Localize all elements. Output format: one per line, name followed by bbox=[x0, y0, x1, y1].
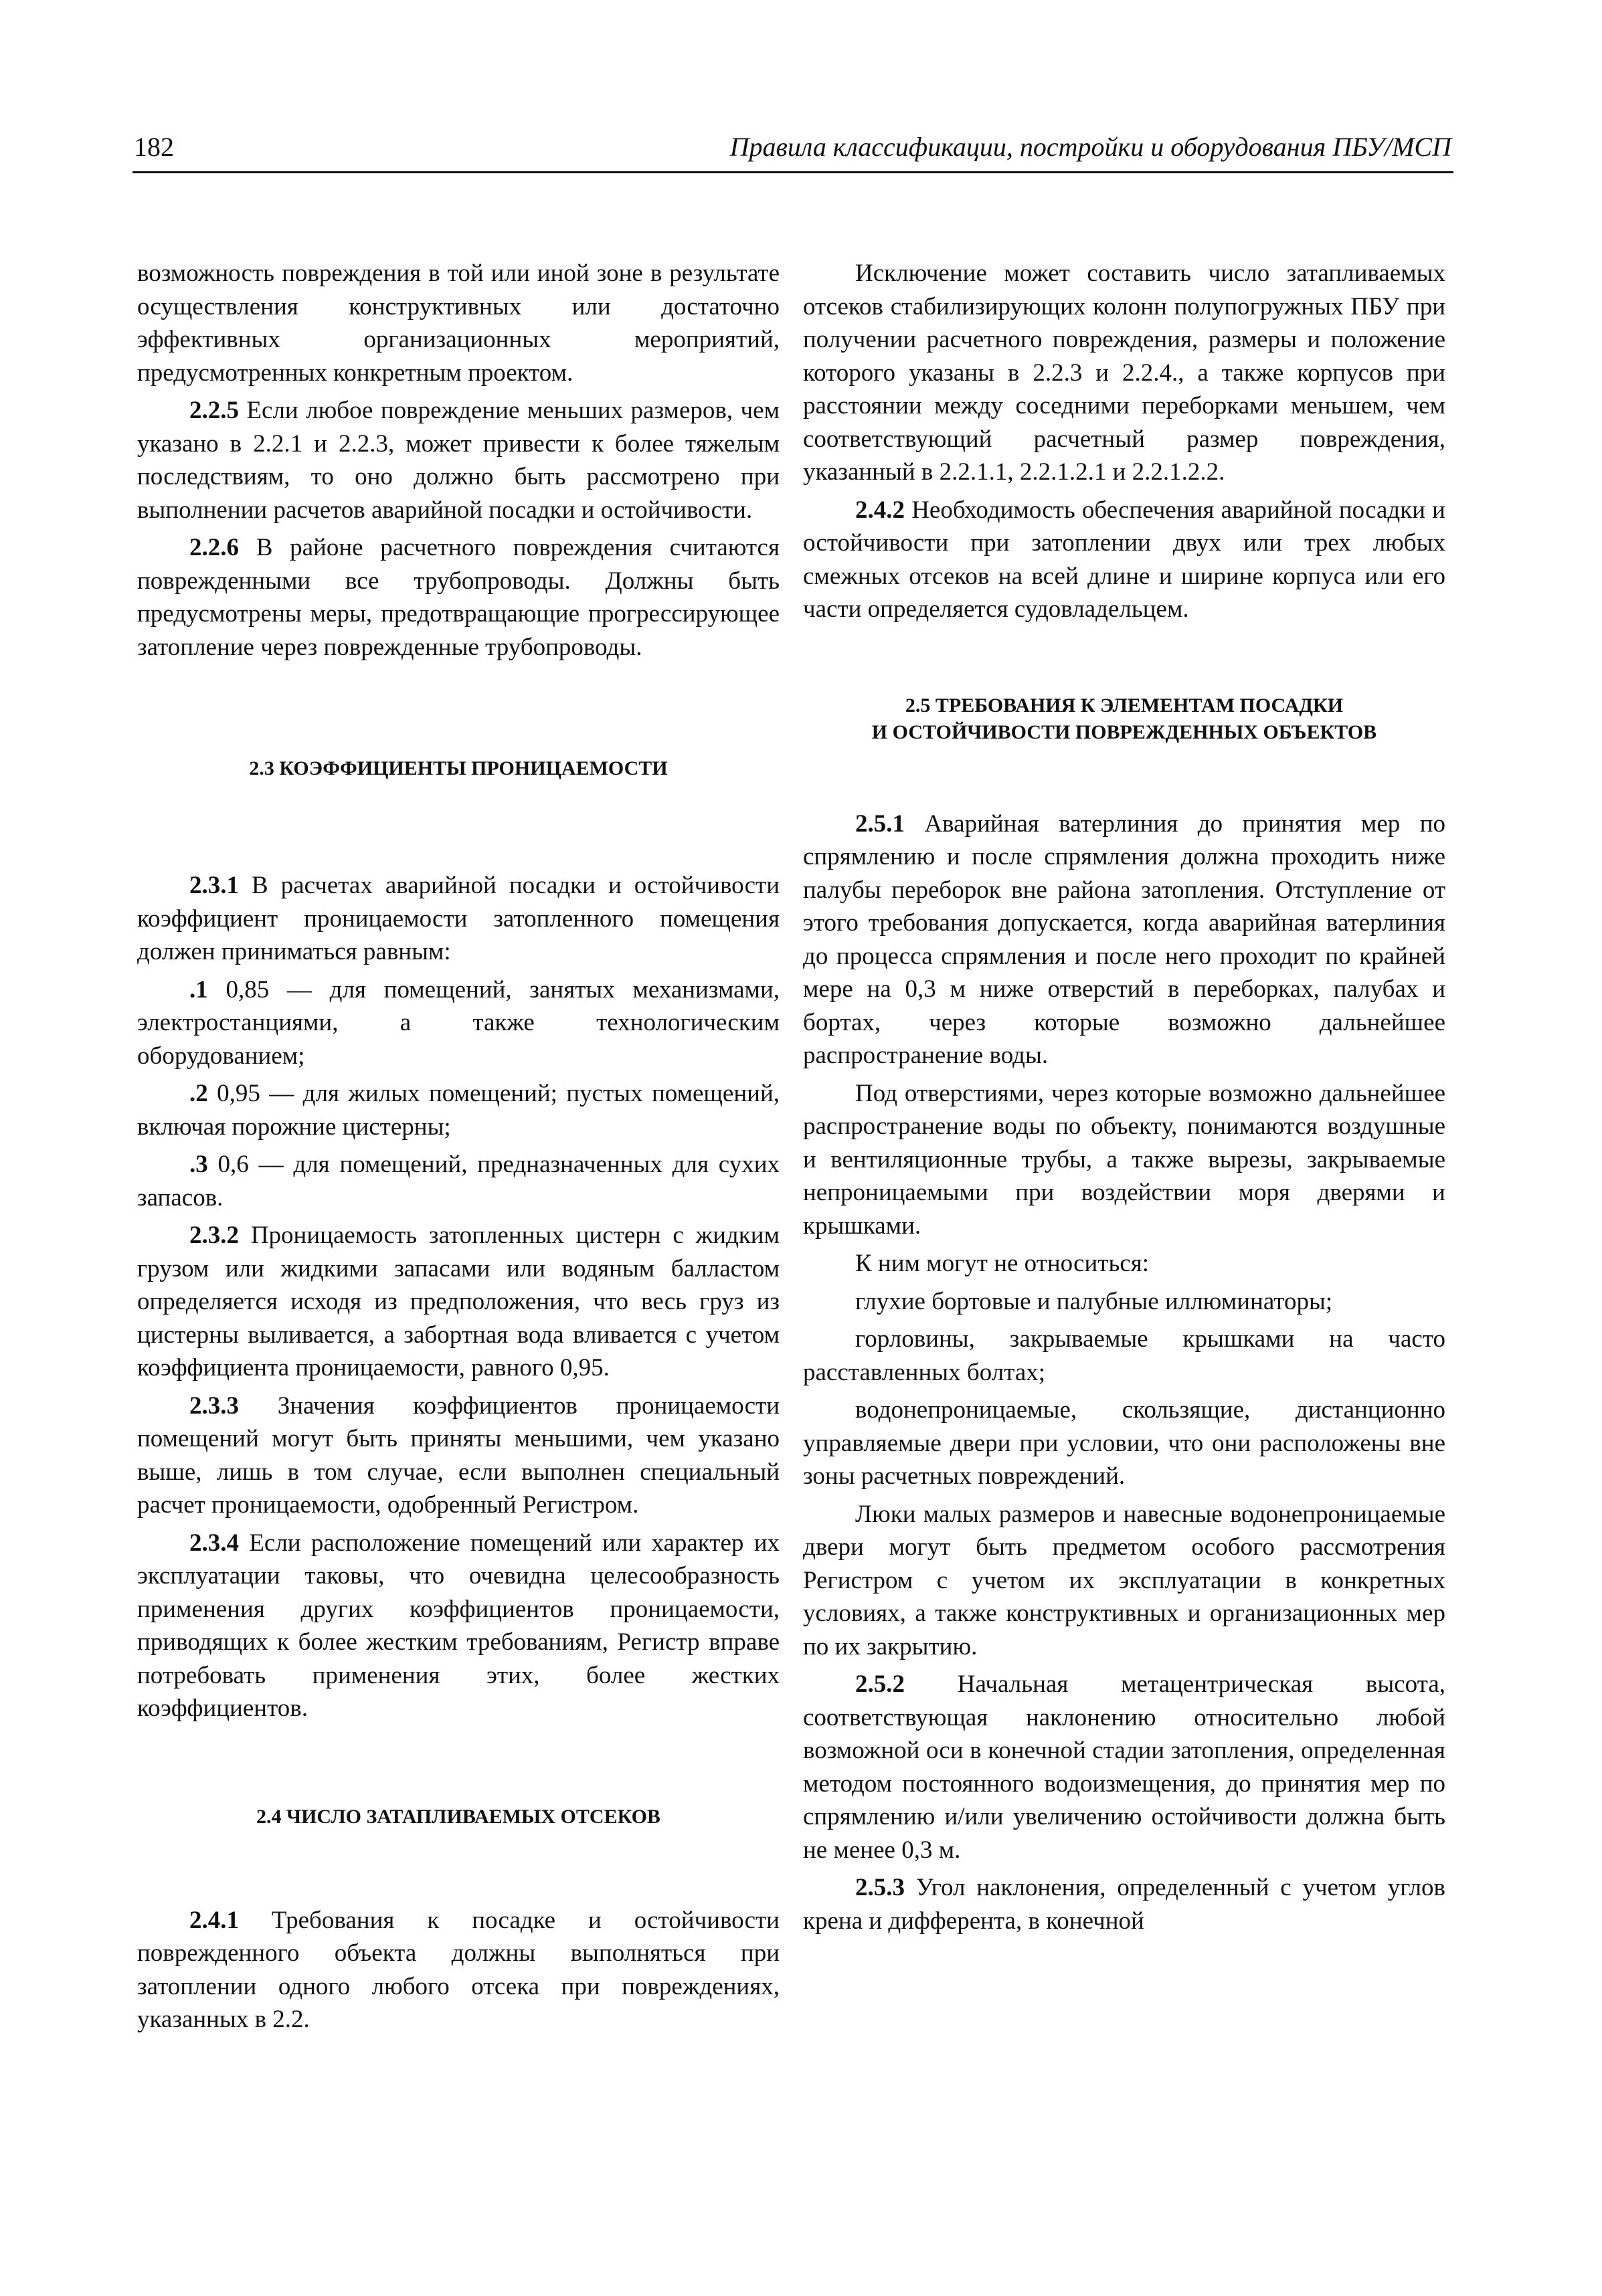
clause-text: Аварийная ватерлиния до принятия мер по спрямлению и после спрямления должна проходить ниже палубы переборок вне района затопления. Отступление от этого требования допускается, когда аварийная ватерлиния до процесса спрямления и после него проходит по крайней мере на 0,3 м ниже отверстий в переборках, палубах и бортах, через которые возможно дальнейшее распространение воды. bbox=[803, 809, 1445, 1069]
clause-text: В расчетах аварийной посадки и остойчивости коэффициент проницаемости затопленного помещения должен приниматься равным: bbox=[137, 872, 780, 965]
clause-text: Если расположение помещений или характер их эксплуатации таковы, что очевидна целесообразность применения других коэффициентов проницаемости, приводящих к более жестким требованиям, Регистр вправе потребовать применения этих, более жестких коэффициентов. bbox=[137, 1529, 780, 1722]
paragraph-2-2-6 bbox=[137, 531, 780, 664]
paragraph-2-5-1 bbox=[803, 807, 1445, 1072]
header-rule bbox=[132, 171, 1453, 173]
paragraph: Люки малых размеров и навесные водонепроницаемые двери могут быть предметом особого рассмотрения Регистром с учетом их эксплуатации в конкретных условиях, а также конструктивных и организационных мер по их закрытию. bbox=[803, 1500, 1445, 1660]
list-item-1 bbox=[137, 973, 780, 1073]
list-item: глухие бортовые и палубные иллюминаторы; bbox=[855, 1287, 1333, 1315]
item-number: .3 bbox=[189, 1151, 208, 1178]
paragraph: Под отверстиями, через которые возможно дальнейшее распространение воды по объекту, понимаются воздушные и вентиляционные трубы, а также вырезы, закрываемые непроницаемыми при воздействии моря дверями и крышками. bbox=[803, 1079, 1445, 1240]
section-heading-2-3: 2.3 КОЭФФИЦИЕНТЫ ПРОНИЦАЕМОСТИ bbox=[249, 757, 668, 779]
paragraph-2-5-2 bbox=[803, 1668, 1445, 1867]
paragraph: К ним могут не относиться: bbox=[855, 1250, 1150, 1277]
right-column bbox=[803, 257, 1445, 1942]
clause-number: 2.4.1 bbox=[189, 1906, 239, 1934]
clause-number: 2.3.4 bbox=[189, 1529, 239, 1557]
paragraph-2-3-2 bbox=[137, 1219, 780, 1385]
item-number: .1 bbox=[189, 975, 208, 1003]
clause-number: 2.5.3 bbox=[855, 1874, 905, 1901]
clause-number: 2.2.6 bbox=[189, 534, 239, 561]
clause-text: Значения коэффициентов проницаемости помещений могут быть приняты меньшими, чем указано выше, лишь в том случае, если выполнен специальный расчет проницаемости, одобренный Регистром. bbox=[137, 1392, 780, 1519]
section-heading-2-4: 2.4 ЧИСЛО ЗАТАПЛИВАЕМЫХ ОТСЕКОВ bbox=[256, 1805, 660, 1828]
item-number: .2 bbox=[189, 1080, 208, 1107]
item-text: 0,6 — для помещений, предназначенных для сухих запасов. bbox=[137, 1151, 780, 1212]
paragraph-2-4-1 bbox=[137, 1904, 780, 2036]
clause-number: 2.4.2 bbox=[855, 496, 905, 524]
clause-text: В районе расчетного повреждения считаются поврежденными все трубопроводы. Должны быть предусмотрены меры, предотвращающие прогрессирующее затопление через поврежденные трубопроводы. bbox=[137, 534, 780, 661]
clause-text: Проницаемость затопленных цистерн с жидким грузом или жидкими запасами или водяным балластом определяется исходя из предположения, что весь груз из цистерны выливается, а забортная вода вливается с учетом коэффициента проницаемости, равного 0,95. bbox=[137, 1222, 780, 1381]
list-item-2 bbox=[137, 1077, 780, 1143]
clause-number: 2.3.3 bbox=[189, 1392, 239, 1420]
clause-text: Требования к посадке и остойчивости поврежденного объекта должны выполняться при затоплении одного любого отсека при повреждениях, указанных в 2.2. bbox=[137, 1906, 780, 2033]
paragraph: возможность повреждения в той или иной зоне в результате осуществления конструктивных или достаточно эффективных организационных мероприятий, предусмотренных конкретным проектом. bbox=[137, 260, 780, 387]
clause-number: 2.3.1 bbox=[189, 872, 239, 899]
clause-number: 2.5.1 bbox=[855, 809, 905, 838]
list-item: водонепроницаемые, скользящие, дистанционно управляемые двери при условии, что они расположены вне зоны расчетных повреждений. bbox=[803, 1396, 1445, 1490]
paragraph-2-3-4 bbox=[137, 1527, 780, 1725]
list-item-3 bbox=[137, 1148, 780, 1214]
paragraph-2-4-2 bbox=[803, 494, 1445, 626]
clause-number: 2.5.2 bbox=[855, 1670, 905, 1698]
clause-text: Если любое повреждение меньших размеров, чем указано в 2.2.1 и 2.2.3, может привести к более тяжелым последствиям, то оно должно быть рассмотрено при выполнении расчетов аварийной посадки и остойчивости. bbox=[137, 397, 780, 524]
section-heading-2-5 bbox=[803, 692, 1445, 746]
heading-line: И ОСТОЙЧИВОСТИ ПОВРЕЖДЕННЫХ ОБЪЕКТОВ bbox=[871, 721, 1377, 743]
item-text: 0,85 — для помещений, занятых механизмами, электростанциями, а также технологическим оборудованием; bbox=[137, 975, 780, 1070]
clause-number: 2.3.2 bbox=[189, 1222, 239, 1249]
clause-text: Угол наклонения, определенный с учетом углов крена и дифферента, в конечной bbox=[803, 1874, 1445, 1935]
paragraph-2-3-3 bbox=[137, 1390, 780, 1522]
page-number: 182 bbox=[134, 132, 174, 162]
paragraph-2-5-3 bbox=[803, 1871, 1445, 1937]
item-text: 0,95 — для жилых помещений; пустых помещений, включая порожние цистерны; bbox=[137, 1080, 780, 1141]
clause-text: Начальная метацентрическая высота, соответствующая наклонению относительно любой возможной оси в конечной стадии затопления, определенная методом постоянного водоизмещения, до принятия мер по спрямлению и/или увеличению остойчивости должна быть не менее 0,3 м. bbox=[803, 1670, 1445, 1864]
left-column bbox=[137, 257, 780, 2041]
clause-text: Необходимость обеспечения аварийной посадки и остойчивости при затоплении двух или трех любых смежных отсеков на всей длине и ширине корпуса или его части определяется судовладельцем. bbox=[803, 496, 1445, 623]
paragraph: Исключение может составить число затапливаемых отсеков стабилизирующих колонн полупогружных ПБУ при получении расчетного повреждения, размеры и положение которого указаны в 2.2.3 и 2.2.4., а также корпусов при расстоянии между соседними переборками меньшем, чем соответствующий расчетный размер повреждения, указанный в 2.2.1.1, 2.2.1.2.1 и 2.2.1.2.2. bbox=[803, 260, 1445, 486]
paragraph-2-2-5 bbox=[137, 394, 780, 527]
paragraph-2-3-1 bbox=[137, 869, 780, 969]
running-title: Правила классификации, постройки и оборудования ПБУ/МСП bbox=[729, 132, 1451, 162]
list-item: горловины, закрываемые крышками на часто расставленных болтах; bbox=[803, 1325, 1445, 1386]
heading-line: 2.5 ТРЕБОВАНИЯ К ЭЛЕМЕНТАМ ПОСАДКИ bbox=[905, 694, 1344, 716]
clause-number: 2.2.5 bbox=[189, 397, 239, 424]
